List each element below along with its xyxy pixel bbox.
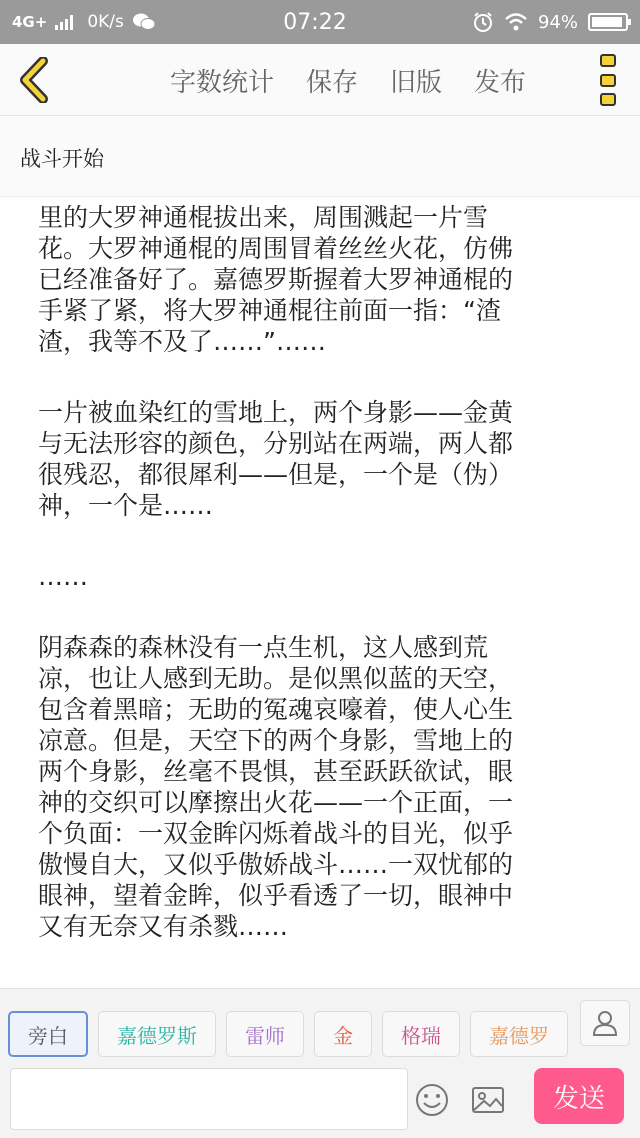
story-content[interactable] — [0, 198, 640, 988]
status-bar — [0, 0, 640, 44]
paragraph: …… — [38, 562, 88, 591]
word-count-button[interactable]: 字数统计 — [170, 67, 275, 98]
old-version-button[interactable]: 旧版 — [390, 67, 443, 98]
top-toolbar — [0, 44, 640, 116]
network-speed: 0K/s — [87, 12, 124, 32]
wechat-icon — [132, 13, 156, 31]
toolbar-actions — [170, 44, 526, 116]
character-chip[interactable]: 金 — [314, 1011, 372, 1057]
user-icon — [590, 1008, 620, 1038]
more-menu-icon[interactable] — [600, 54, 620, 106]
signal-icon — [55, 14, 73, 30]
back-arrow-icon — [17, 57, 51, 103]
back-button[interactable] — [4, 44, 64, 116]
save-button[interactable]: 保存 — [306, 67, 359, 98]
publish-button[interactable]: 发布 — [474, 67, 527, 98]
battery-icon — [588, 13, 628, 31]
emoji-icon[interactable] — [414, 1082, 450, 1118]
input-bar — [0, 1066, 640, 1138]
image-icon[interactable] — [470, 1082, 506, 1118]
character-selector — [0, 988, 640, 1066]
paragraph: 阴森森的森林没有一点生机，这人感到荒 凉，也让人感到无助。是似黑似蓝的天空， 包含着黑暗；无助的冤魂哀嚎着，使人心生 凉意。但是，天空下的两个身影，雪地上的 两个身影，丝毫不畏惧，甚至跃跃欲试，眼 神的交织可以摩擦出火花——一个正面，一 个负面：一双金眸闪烁着战斗的目光，似乎 傲慢自大，又似乎傲娇战斗……一双忧郁的 眼神，望着金眸，似乎看透了一切，眼神中 又有无奈又有杀戮…… — [38, 633, 514, 941]
wifi-icon — [504, 12, 528, 32]
paragraph: 一片被血染红的雪地上，两个身影——金黄 与无法形容的颜色，分别站在两端，两人都 很残忍，都很犀利——但是，一个是（伪） 神，一个是…… — [38, 398, 514, 520]
clock: 07:22 — [283, 9, 347, 35]
battery-percent: 94% — [537, 11, 578, 33]
alarm-icon — [472, 11, 494, 33]
add-character-button[interactable] — [580, 1000, 630, 1046]
send-button[interactable]: 发送 — [534, 1068, 624, 1124]
character-chip[interactable]: 格瑞 — [382, 1011, 460, 1057]
chapter-title[interactable]: 战斗开始 — [0, 117, 640, 197]
message-input[interactable] — [10, 1068, 408, 1130]
network-type: 4G+ — [12, 13, 48, 31]
character-chip[interactable]: 雷师 — [226, 1011, 304, 1057]
character-chip-narrator[interactable]: 旁白 — [8, 1011, 88, 1057]
paragraph: 里的大罗神通棍拔出来，周围溅起一片雪 花。大罗神通棍的周围冒着丝丝火花，仿佛 已经准备好了。嘉德罗斯握着大罗神通棍的 手紧了紧，将大罗神通棍往前面一指：“渣 渣，我等不及了……”…… — [38, 203, 514, 356]
status-right — [428, 11, 628, 33]
character-chip[interactable]: 嘉德罗斯 — [98, 1011, 216, 1057]
battery-fill — [592, 17, 622, 27]
character-chip[interactable]: 嘉德罗 — [470, 1011, 568, 1057]
